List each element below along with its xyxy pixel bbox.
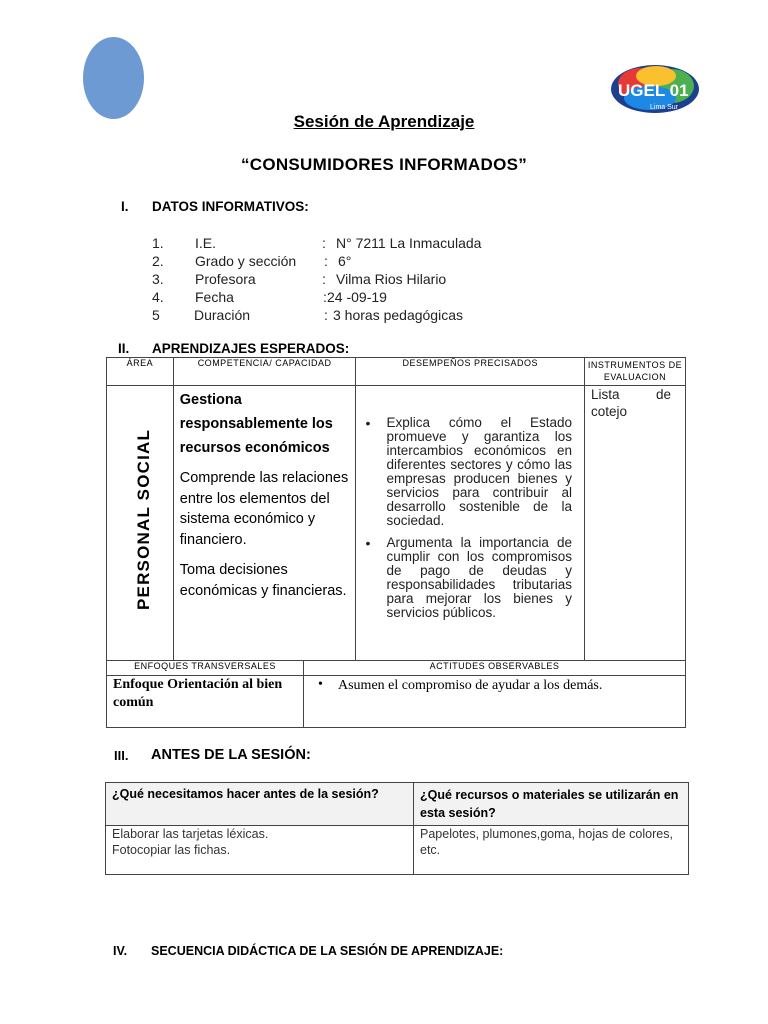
svg-text:Lima Sur: Lima Sur	[650, 104, 679, 111]
document-title: Sesión de Aprendizaje	[293, 112, 475, 131]
desempeno-1: • Explica cómo el Estado promueve y garantiza los intercambios económicos en diferentes sectores y cómo las empresas producen bienes y servicios para contribuir al desarrollo sostenible de la sociedad.	[358, 416, 572, 528]
header-area: ÁREA	[107, 358, 174, 386]
ugel-logo	[610, 62, 700, 114]
antes-sesion-table	[105, 782, 689, 875]
document-subtitle: “CONSUMIDORES INFORMADOS”	[240, 155, 528, 174]
instrumento-cell	[585, 386, 686, 661]
actitud-text: Asumen el compromiso de ayudar a los demás.	[338, 678, 603, 693]
decorative-oval	[83, 37, 144, 119]
aprendizajes-table	[106, 357, 686, 661]
capacidad-1: Comprende las relaciones entre los elementos del sistema económico y financiero.	[179, 470, 349, 548]
necesitamos-item-1: Elaborar las tarjetas léxicas.	[112, 827, 269, 841]
competencia-title: Gestiona responsablemente los recursos económicos	[179, 392, 333, 456]
necesitamos-item-2: Fotocopiar las fichas.	[112, 843, 231, 857]
header-necesitamos: ¿Qué necesitamos hacer antes de la sesión?	[106, 783, 414, 826]
competencia-cell	[173, 386, 356, 661]
capacidad-2: Toma decisiones económicas y financieras.	[179, 562, 347, 599]
enfoque-cell: Enfoque Orientación al bien común	[107, 676, 304, 728]
recursos-cell: Papelotes, plumones,goma, hojas de colores, etc.	[414, 826, 689, 875]
instrumento-text: Lista de cotejo	[591, 387, 672, 419]
enfoques-table	[106, 660, 686, 728]
actitud-cell	[304, 676, 686, 728]
area-label: PERSONAL SOCIAL	[134, 428, 153, 610]
header-enfoques: ENFOQUES TRANSVERSALES	[107, 661, 304, 676]
necesitamos-cell	[106, 826, 414, 875]
header-desempenos: DESEMPEÑOS PRECISADOS	[356, 358, 585, 386]
header-recursos: ¿Qué recursos o materiales se utilizarán en esta sesión?	[414, 783, 689, 826]
desempeno-2: • Argumenta la importancia de cumplir con los compromisos de pago de deudas y responsabilidades tributarias para mejorar los bienes y servicios públicos.	[358, 536, 572, 620]
header-actitudes: ACTITUDES OBSERVABLES	[304, 661, 686, 676]
desempenos-cell	[356, 386, 585, 661]
bullet-icon: •	[318, 677, 323, 692]
header-competencia: COMPETENCIA/ CAPACIDAD	[173, 358, 356, 386]
header-instrumentos: INSTRUMENTOS DE EVALUACION	[585, 358, 686, 386]
svg-text:UGEL 01: UGEL 01	[618, 81, 689, 100]
